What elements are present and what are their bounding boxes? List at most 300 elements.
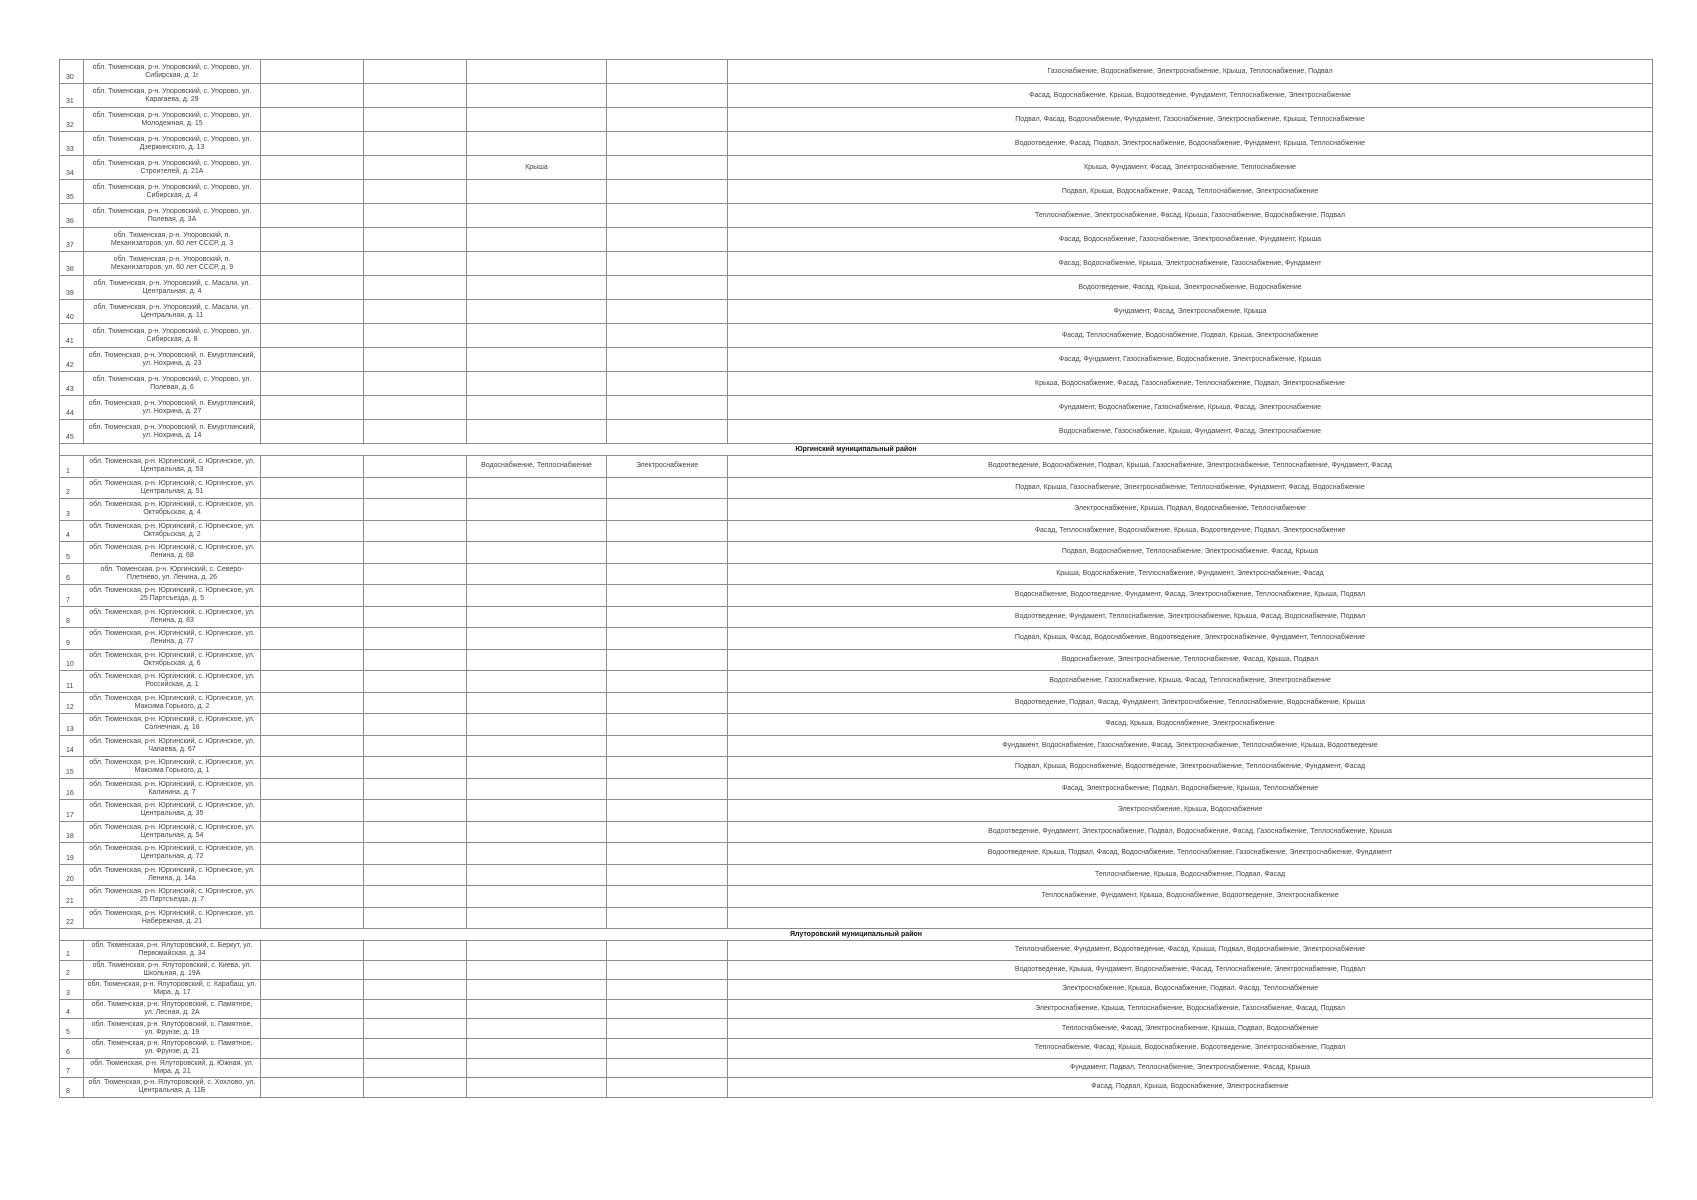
work-plan-cell [607, 941, 728, 961]
row-number: 19 [60, 843, 84, 865]
address-cell: обл. Тюменская, р-н. Юргинский, с. Юргинское, ул. Октябрьская, д. 4 [84, 499, 261, 521]
empty-cell [261, 941, 364, 961]
row-number: 12 [60, 692, 84, 714]
works-list-cell: Водоотведение, Подвал, Фасад, Фундамент, Электроснабжение, Теплоснабжение, Водоснабжение, Крыша [728, 692, 1653, 714]
row-number: 43 [60, 372, 84, 396]
work-plan-cell [467, 778, 607, 800]
works-list-cell: Электроснабжение, Крыша, Подвал, Водоснабжение, Теплоснабжение [728, 499, 1653, 521]
row-number: 22 [60, 907, 84, 929]
address-cell: обл. Тюменская, р-н. Ялуторовский, с. Киева, ул. Школьная, д. 19А [84, 960, 261, 980]
table-row [60, 649, 1653, 671]
work-plan-cell [607, 348, 728, 372]
row-number: 30 [60, 60, 84, 84]
empty-cell [364, 649, 467, 671]
work-plan-cell [607, 585, 728, 607]
empty-cell [261, 999, 364, 1019]
table-row [60, 886, 1653, 908]
address-cell: обл. Тюменская, р-н. Упоровский, с. Упорово, ул. Полевая, д. 6 [84, 372, 261, 396]
empty-cell [364, 960, 467, 980]
empty-cell [364, 228, 467, 252]
work-plan-cell [467, 864, 607, 886]
table-row [60, 800, 1653, 822]
empty-cell [261, 348, 364, 372]
work-plan-cell [467, 132, 607, 156]
works-list-cell: Фасад, Теплоснабжение, Водоснабжение, Крыша, Водоотведение, Подвал, Электроснабжение [728, 520, 1653, 542]
row-number: 6 [60, 563, 84, 585]
works-list-cell: Водоотведение, Крыша, Подвал, Фасад, Водоснабжение, Теплоснабжение, Газоснабжение, Электроснабжение, Фундамент [728, 843, 1653, 865]
row-number: 37 [60, 228, 84, 252]
empty-cell [364, 628, 467, 650]
empty-cell [261, 821, 364, 843]
work-plan-cell [607, 60, 728, 84]
row-number: 17 [60, 800, 84, 822]
address-cell: обл. Тюменская, р-н. Упоровский, с. Масали, ул. Центральная, д. 11 [84, 300, 261, 324]
works-list-cell: Фасад, Подвал, Крыша, Водоснабжение, Электроснабжение [728, 1078, 1653, 1098]
work-plan-cell [467, 542, 607, 564]
empty-cell [261, 132, 364, 156]
row-number: 44 [60, 396, 84, 420]
empty-cell [364, 671, 467, 693]
work-plan-cell [607, 960, 728, 980]
row-number: 31 [60, 84, 84, 108]
empty-cell [261, 372, 364, 396]
address-cell: обл. Тюменская, р-н. Упоровский, с. Упорово, ул. Сибирская, д. 8 [84, 324, 261, 348]
table-row [60, 980, 1653, 1000]
empty-cell [364, 542, 467, 564]
empty-cell [261, 714, 364, 736]
work-plan-cell [607, 692, 728, 714]
works-list-cell: Водоотведение, Фасад, Крыша, Электроснабжение, Водоснабжение [728, 276, 1653, 300]
empty-cell [261, 156, 364, 180]
work-plan-cell [607, 714, 728, 736]
work-plan-cell [607, 671, 728, 693]
works-list-cell: Крыша, Водоснабжение, Теплоснабжение, Фундамент, Электроснабжение, Фасад [728, 563, 1653, 585]
work-plan-cell [467, 960, 607, 980]
empty-cell [261, 907, 364, 929]
empty-cell [261, 778, 364, 800]
address-cell: обл. Тюменская, р-н. Упоровский, п. Емуртлинский, ул. Нохрина, д. 23 [84, 348, 261, 372]
address-cell: обл. Тюменская, р-н. Упоровский, п. Механизаторов, ул. 60 лет СССР, д. 3 [84, 228, 261, 252]
empty-cell [364, 477, 467, 499]
row-number: 35 [60, 180, 84, 204]
work-plan-cell: Электроснабжение [607, 456, 728, 478]
table-row [60, 999, 1653, 1019]
empty-cell [364, 800, 467, 822]
address-cell: обл. Тюменская, р-н. Упоровский, с. Упорово, ул. Полевая, д. 3А [84, 204, 261, 228]
work-plan-cell [467, 84, 607, 108]
empty-cell [261, 843, 364, 865]
address-cell: обл. Тюменская, р-н. Юргинский, с. Юргинское, ул. Центральная, д. 54 [84, 821, 261, 843]
table-row [60, 252, 1653, 276]
works-list-cell: Водоотведение, Фундамент, Теплоснабжение, Электроснабжение, Крыша, Фасад, Водоснабжение, Подвал [728, 606, 1653, 628]
work-plan-cell [467, 276, 607, 300]
address-cell: обл. Тюменская, р-н. Юргинский, с. Юргинское, ул. Центральная, д. 51 [84, 477, 261, 499]
empty-cell [364, 757, 467, 779]
works-list-cell: Теплоснабжение, Электроснабжение, Фасад, Крыша, Газоснабжение, Водоснабжение, Подвал [728, 204, 1653, 228]
work-plan-cell [467, 735, 607, 757]
address-cell: обл. Тюменская, р-н. Юргинский, с. Юргинское, ул. Солнечная, д. 18 [84, 714, 261, 736]
works-list-cell: Фундамент, Водоснабжение, Газоснабжение, Фасад, Электроснабжение, Теплоснабжение, Крыша, Водоотведение [728, 735, 1653, 757]
address-cell: обл. Тюменская, р-н. Юргинский, с. Юргинское, ул. Ленина, д. 14а [84, 864, 261, 886]
row-number: 40 [60, 300, 84, 324]
row-number: 38 [60, 252, 84, 276]
empty-cell [364, 735, 467, 757]
work-plan-cell [467, 671, 607, 693]
table-row [60, 499, 1653, 521]
row-number: 39 [60, 276, 84, 300]
work-plan-cell [467, 757, 607, 779]
row-number: 42 [60, 348, 84, 372]
works-list-cell: Газоснабжение, Водоснабжение, Электроснабжение, Крыша, Теплоснабжение, Подвал [728, 60, 1653, 84]
empty-cell [261, 108, 364, 132]
works-list-cell: Теплоснабжение, Крыша, Водоснабжение, Подвал, Фасад [728, 864, 1653, 886]
empty-cell [364, 563, 467, 585]
work-plan-cell [467, 499, 607, 521]
work-plan-cell [467, 628, 607, 650]
work-plan-cell [607, 999, 728, 1019]
empty-cell [364, 108, 467, 132]
section-header-row [60, 929, 1653, 941]
empty-cell [261, 228, 364, 252]
empty-cell [364, 324, 467, 348]
work-plan-cell [467, 348, 607, 372]
row-number: 20 [60, 864, 84, 886]
table-row [60, 941, 1653, 961]
works-list-cell: Водоснабжение, Электроснабжение, Теплоснабжение, Фасад, Крыша, Подвал [728, 649, 1653, 671]
empty-cell [261, 396, 364, 420]
works-list-cell: Водоотведение, Водоснабжение, Подвал, Крыша, Газоснабжение, Электроснабжение, Теплоснабжение, Фундамент, Фасад [728, 456, 1653, 478]
empty-cell [364, 252, 467, 276]
empty-cell [364, 204, 467, 228]
table-row [60, 757, 1653, 779]
address-cell: обл. Тюменская, р-н. Юргинский, с. Юргинское, ул. 25 Партсъезда, д. 5 [84, 585, 261, 607]
address-cell: обл. Тюменская, р-н. Упоровский, п. Емуртлинский, ул. Нохрина, д. 27 [84, 396, 261, 420]
work-plan-cell [467, 180, 607, 204]
work-plan-cell [607, 324, 728, 348]
works-list-cell: Теплоснабжение, Фасад, Электроснабжение, Крыша, Подвал, Водоснабжение [728, 1019, 1653, 1039]
work-plan-cell [467, 999, 607, 1019]
work-plan-cell [467, 108, 607, 132]
table-row [60, 563, 1653, 585]
works-list-cell: Водоснабжение, Водоотведение, Фундамент, Фасад, Электроснабжение, Теплоснабжение, Крыша, Подвал [728, 585, 1653, 607]
empty-cell [364, 999, 467, 1019]
empty-cell [261, 1058, 364, 1078]
table-row [60, 108, 1653, 132]
works-list-cell: Фундамент, Фасад, Электроснабжение, Крыша [728, 300, 1653, 324]
work-plan-cell [607, 204, 728, 228]
empty-cell [261, 60, 364, 84]
table-row [60, 1078, 1653, 1098]
table-row [60, 606, 1653, 628]
empty-cell [364, 1019, 467, 1039]
table-row [60, 692, 1653, 714]
empty-cell [261, 735, 364, 757]
works-list-cell: Подвал, Крыша, Водоснабжение, Водоотведение, Электроснабжение, Теплоснабжение, Фундамент, Фасад [728, 757, 1653, 779]
work-plan-cell [467, 1019, 607, 1039]
work-plan-cell: Крыша [467, 156, 607, 180]
empty-cell [261, 886, 364, 908]
address-cell: обл. Тюменская, р-н. Юргинский, с. Юргинское, ул. Калинина, д. 7 [84, 778, 261, 800]
table-row [60, 348, 1653, 372]
empty-cell [364, 180, 467, 204]
work-plan-cell [607, 276, 728, 300]
empty-cell [364, 156, 467, 180]
work-plan-cell [607, 606, 728, 628]
work-plan-cell [607, 396, 728, 420]
table-row [60, 960, 1653, 980]
address-cell: обл. Тюменская, р-н. Юргинский, с. Юргинское, ул. Чапаева, д. 67 [84, 735, 261, 757]
works-list-cell: Теплоснабжение, Фасад, Крыша, Водоснабжение, Водоотведение, Электроснабжение, Подвал [728, 1038, 1653, 1058]
table-row [60, 671, 1653, 693]
work-plan-cell [607, 420, 728, 444]
table-row [60, 843, 1653, 865]
works-list-cell: Теплоснабжение, Фундамент, Водоотведение, Фасад, Крыша, Подвал, Водоснабжение, Электроснабжение [728, 941, 1653, 961]
work-plan-cell [607, 757, 728, 779]
row-number: 1 [60, 941, 84, 961]
work-plan-cell [467, 563, 607, 585]
works-list-cell: Крыша, Водоснабжение, Фасад, Газоснабжение, Теплоснабжение, Подвал, Электроснабжение [728, 372, 1653, 396]
table-row [60, 628, 1653, 650]
empty-cell [261, 692, 364, 714]
address-cell: обл. Тюменская, р-н. Юргинский, с. Юргинское, ул. Октябрьская, д. 2 [84, 520, 261, 542]
work-plan-cell [607, 542, 728, 564]
work-plan-cell [607, 980, 728, 1000]
address-cell: обл. Тюменская, р-н. Юргинский, с. Юргинское, ул. Центральная, д. 53 [84, 456, 261, 478]
work-plan-cell [467, 649, 607, 671]
works-list-cell: Фасад, Фундамент, Газоснабжение, Водоснабжение, Электроснабжение, Крыша [728, 348, 1653, 372]
work-plan-cell [467, 886, 607, 908]
work-plan-cell [607, 821, 728, 843]
address-cell: обл. Тюменская, р-н. Упоровский, с. Упорово, ул. Карагаева, д. 29 [84, 84, 261, 108]
section-header-row [60, 444, 1653, 456]
works-list-cell: Водоотведение, Фасад, Подвал, Электроснабжение, Водоснабжение, Фундамент, Крыша, Теплоснабжение [728, 132, 1653, 156]
table-row [60, 542, 1653, 564]
work-plan-cell [607, 84, 728, 108]
address-cell: обл. Тюменская, р-н. Юргинский, с. Юргинское, ул. Набережная, д. 21 [84, 907, 261, 929]
empty-cell [364, 606, 467, 628]
works-list-cell: Водоотведение, Крыша, Фундамент, Водоснабжение, Фасад, Теплоснабжение, Электроснабжение, Подвал [728, 960, 1653, 980]
table-row [60, 821, 1653, 843]
spreadsheet-page [59, 59, 1652, 1098]
row-number: 8 [60, 1078, 84, 1098]
empty-cell [364, 692, 467, 714]
row-number: 6 [60, 1038, 84, 1058]
work-plan-cell [607, 628, 728, 650]
work-plan-cell [467, 606, 607, 628]
empty-cell [261, 1038, 364, 1058]
district-title: Юргинский муниципальный район [60, 444, 1653, 456]
row-number: 11 [60, 671, 84, 693]
work-plan-cell [467, 907, 607, 929]
address-cell: обл. Тюменская, р-н. Юргинский, с. Юргинское, ул. Максима Горького, д. 1 [84, 757, 261, 779]
table-row [60, 1019, 1653, 1039]
work-plan-cell [607, 1078, 728, 1098]
empty-cell [261, 671, 364, 693]
works-list-cell: Фасад, Электроснабжение, Подвал, Водоснабжение, Крыша, Теплоснабжение [728, 778, 1653, 800]
work-plan-cell [467, 980, 607, 1000]
row-number: 7 [60, 1058, 84, 1078]
works-list-cell: Электроснабжение, Крыша, Водоснабжение [728, 800, 1653, 822]
row-number: 36 [60, 204, 84, 228]
row-number: 13 [60, 714, 84, 736]
work-plan-cell [607, 649, 728, 671]
work-plan-cell [607, 778, 728, 800]
table-row [60, 60, 1653, 84]
works-list-cell: Фасад, Водоснабжение, Газоснабжение, Электроснабжение, Фундамент, Крыша [728, 228, 1653, 252]
empty-cell [261, 628, 364, 650]
empty-cell [261, 606, 364, 628]
row-number: 10 [60, 649, 84, 671]
address-cell: обл. Тюменская, р-н. Юргинский, с. Юргинское, ул. Центральная, д. 72 [84, 843, 261, 865]
works-list-cell: Водоотведение, Фундамент, Электроснабжение, Подвал, Водоснабжение, Фасад, Газоснабжение, Теплоснабжение, Крыша [728, 821, 1653, 843]
work-plan-cell [607, 1019, 728, 1039]
work-plan-cell [467, 324, 607, 348]
address-cell: обл. Тюменская, р-н. Юргинский, с. Юргинское, ул. 25 Партсъезда, д. 7 [84, 886, 261, 908]
work-plan-cell [467, 800, 607, 822]
table-row [60, 84, 1653, 108]
address-cell: обл. Тюменская, р-н. Упоровский, п. Емуртлинский, ул. Нохрина, д. 14 [84, 420, 261, 444]
table-row [60, 864, 1653, 886]
table-row [60, 132, 1653, 156]
address-cell: обл. Тюменская, р-н. Юргинский, с. Юргинское, ул. Ленина, д. 77 [84, 628, 261, 650]
section-3 [60, 929, 1653, 1098]
works-list-cell: Подвал, Водоснабжение, Теплоснабжение, Электроснабжение, Фасад, Крыша [728, 542, 1653, 564]
table-row [60, 585, 1653, 607]
work-plan-cell [607, 252, 728, 276]
work-plan-cell [467, 228, 607, 252]
works-list-cell: Фасад, Теплоснабжение, Водоснабжение, Подвал, Крыша, Электроснабжение [728, 324, 1653, 348]
work-plan-cell [607, 864, 728, 886]
work-plan-cell [467, 520, 607, 542]
address-cell: обл. Тюменская, р-н. Ялуторовский, с. Памятное, ул. Лесная, д. 2А [84, 999, 261, 1019]
work-plan-cell [607, 886, 728, 908]
empty-cell [261, 324, 364, 348]
empty-cell [364, 60, 467, 84]
empty-cell [364, 300, 467, 324]
empty-cell [261, 649, 364, 671]
empty-cell [364, 456, 467, 478]
work-plan-cell [467, 941, 607, 961]
empty-cell [364, 907, 467, 929]
empty-cell [261, 276, 364, 300]
row-number: 16 [60, 778, 84, 800]
empty-cell [364, 886, 467, 908]
work-plan-cell [607, 563, 728, 585]
address-cell: обл. Тюменская, р-н. Упоровский, с. Упорово, ул. Сибирская, д. 4 [84, 180, 261, 204]
work-plan-cell [467, 477, 607, 499]
empty-cell [261, 520, 364, 542]
table-row [60, 520, 1653, 542]
works-list-cell: Водоснабжение, Газоснабжение, Крыша, Фасад, Теплоснабжение, Электроснабжение [728, 671, 1653, 693]
row-number: 18 [60, 821, 84, 843]
row-number: 2 [60, 960, 84, 980]
row-number: 34 [60, 156, 84, 180]
empty-cell [364, 1038, 467, 1058]
empty-cell [261, 757, 364, 779]
row-number: 9 [60, 628, 84, 650]
empty-cell [261, 252, 364, 276]
empty-cell [261, 1078, 364, 1098]
table-row [60, 372, 1653, 396]
empty-cell [261, 864, 364, 886]
address-cell: обл. Тюменская, р-н. Ялуторовский, с. Памятное, ул. Фрунзе, д. 19 [84, 1019, 261, 1039]
row-number: 41 [60, 324, 84, 348]
works-list-cell: Фасад, Водоснабжение, Крыша, Водоотведение, Фундамент, Теплоснабжение, Электроснабжение [728, 84, 1653, 108]
table-row [60, 907, 1653, 929]
empty-cell [364, 714, 467, 736]
work-plan-cell [607, 477, 728, 499]
row-number: 14 [60, 735, 84, 757]
works-list-cell: Электроснабжение, Крыша, Теплоснабжение, Водоснабжение, Газоснабжение, Фасад, Подвал [728, 999, 1653, 1019]
works-list-cell: Электроснабжение, Крыша, Водоснабжение, Подвал, Фасад, Теплоснабжение [728, 980, 1653, 1000]
empty-cell [364, 1058, 467, 1078]
work-plan-cell [607, 520, 728, 542]
work-plan-cell [607, 156, 728, 180]
row-number: 5 [60, 542, 84, 564]
table-row [60, 714, 1653, 736]
work-plan-cell [467, 1058, 607, 1078]
empty-cell [364, 372, 467, 396]
works-list-cell: Фасад, Крыша, Водоснабжение, Электроснабжение [728, 714, 1653, 736]
empty-cell [261, 204, 364, 228]
empty-cell [364, 276, 467, 300]
table-row [60, 735, 1653, 757]
empty-cell [261, 300, 364, 324]
work-plan-cell [467, 843, 607, 865]
work-plan-cell [607, 907, 728, 929]
work-plan-cell [467, 1078, 607, 1098]
address-cell: обл. Тюменская, р-н. Юргинский, с. Юргинское, ул. Ленина, д. 83 [84, 606, 261, 628]
table-row [60, 276, 1653, 300]
works-list-cell: Подвал, Крыша, Водоснабжение, Фасад, Теплоснабжение, Электроснабжение [728, 180, 1653, 204]
table-row [60, 324, 1653, 348]
row-number: 7 [60, 585, 84, 607]
empty-cell [364, 348, 467, 372]
section-2 [60, 444, 1653, 929]
table-row [60, 1058, 1653, 1078]
work-plan-cell [467, 204, 607, 228]
row-number: 4 [60, 520, 84, 542]
row-number: 4 [60, 999, 84, 1019]
row-number: 33 [60, 132, 84, 156]
work-plan-cell [607, 132, 728, 156]
works-list-cell: Теплоснабжение, Фундамент, Крыша, Водоснабжение, Водоотведение, Электроснабжение [728, 886, 1653, 908]
row-number: 8 [60, 606, 84, 628]
row-number: 5 [60, 1019, 84, 1039]
housing-repair-table [59, 59, 1653, 1098]
work-plan-cell [467, 396, 607, 420]
empty-cell [261, 980, 364, 1000]
address-cell: обл. Тюменская, р-н. Упоровский, с. Упорово, ул. Сибирская, д. 1г [84, 60, 261, 84]
row-number: 1 [60, 456, 84, 478]
address-cell: обл. Тюменская, р-н. Упоровский, с. Масали, ул. Центральная, д. 4 [84, 276, 261, 300]
empty-cell [261, 1019, 364, 1039]
empty-cell [364, 520, 467, 542]
address-cell: обл. Тюменская, р-н. Юргинский, с. Юргинское, ул. Максима Горького, д. 2 [84, 692, 261, 714]
row-number: 3 [60, 980, 84, 1000]
address-cell: обл. Тюменская, р-н. Юргинский, с. Юргинское, ул. Ленина, д. 68 [84, 542, 261, 564]
address-cell: обл. Тюменская, р-н. Юргинский, с. Юргинское, ул. Октябрьская, д. 6 [84, 649, 261, 671]
works-list-cell: Фундамент, Подвал, Теплоснабжение, Электроснабжение, Фасад, Крыша [728, 1058, 1653, 1078]
table-row [60, 456, 1653, 478]
empty-cell [364, 843, 467, 865]
works-list-cell: Подвал, Крыша, Газоснабжение, Электроснабжение, Теплоснабжение, Фундамент, Фасад, Водоснабжение [728, 477, 1653, 499]
address-cell: обл. Тюменская, р-н. Ялуторовский, с. Беркут, ул. Первомайская, д. 34 [84, 941, 261, 961]
work-plan-cell [467, 585, 607, 607]
empty-cell [364, 396, 467, 420]
empty-cell [364, 585, 467, 607]
empty-cell [261, 477, 364, 499]
